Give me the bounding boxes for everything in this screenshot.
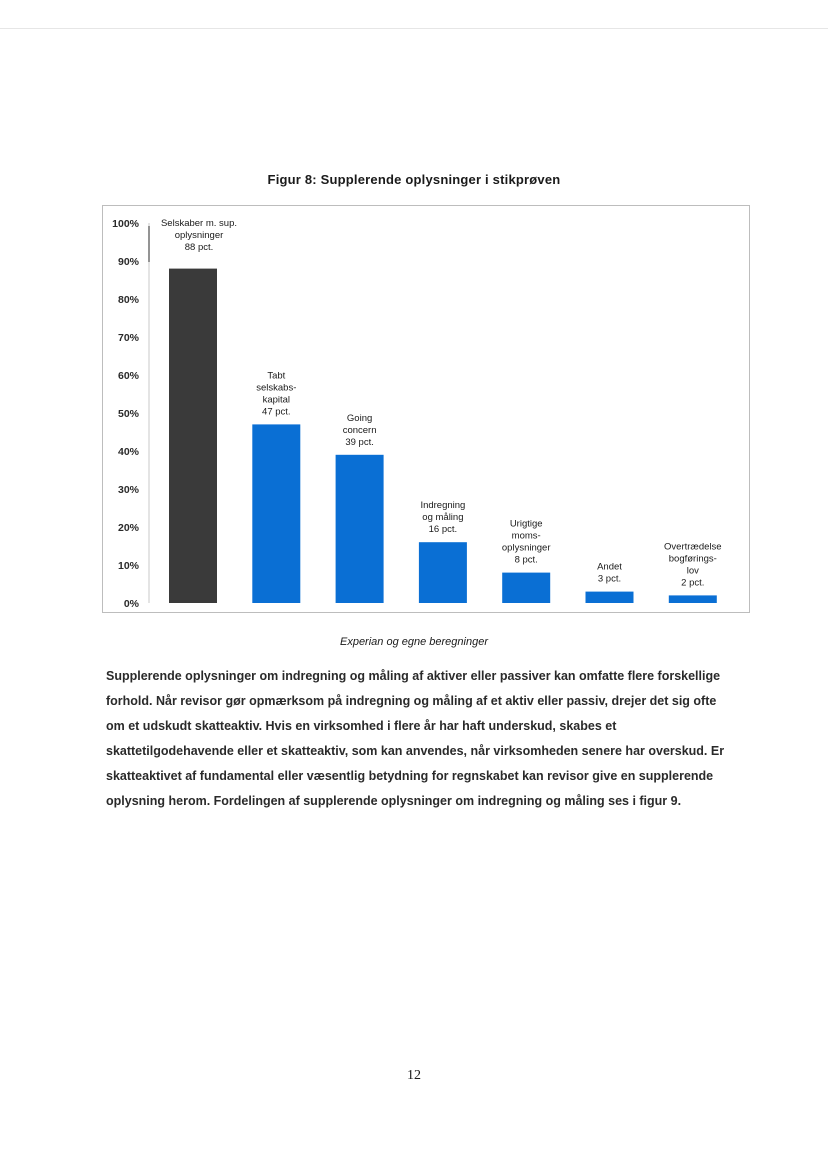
bar: [419, 542, 467, 603]
y-tick-label: 60%: [117, 370, 139, 382]
y-tick-label: 70%: [117, 332, 139, 344]
bar: [252, 424, 300, 603]
bar: [336, 455, 384, 603]
bar-label-line: moms-: [511, 530, 541, 542]
bar-label: [343, 413, 377, 448]
bar: [502, 573, 550, 603]
bar-label-line: og måling: [422, 512, 464, 524]
bar-chart: [103, 206, 751, 614]
bar: [586, 592, 634, 603]
y-tick-label: 40%: [117, 446, 139, 458]
scan-edge-line: [0, 28, 828, 29]
page-number: 12: [407, 1068, 421, 1083]
bar-label: [502, 519, 551, 566]
bar-label-line: 39 pct.: [345, 436, 374, 448]
bar: [169, 269, 217, 603]
bar-label-line: Indregning: [420, 500, 466, 512]
y-tick-label: 10%: [117, 560, 139, 572]
bar-label-line: Tabt: [267, 370, 286, 382]
bar: [669, 595, 717, 603]
bar-label-line: oplysninger: [501, 542, 551, 554]
bar-label: [664, 541, 722, 588]
bar-label: [256, 370, 296, 417]
y-tick-label: 20%: [117, 522, 139, 534]
bar-label: [420, 500, 465, 535]
body-paragraph: Supplerende oplysninger om indregning og måling af aktiver eller passiver kan omfatte flere forskellige forhold. Når revisor gør opmærksom på indregning og måling af et aktiv eller passiv, drejer det sig ofte om et udskudt skatteaktiv. Hvis en virksomhed i flere år har haft underskud, skabes et skattetilgodehavende eller et skatteaktiv, som kan anvendes, når virksomheden senere har overskud. Er skatteaktivet af fundamental eller væsentlig betydning for regnskabet kan revisor give en supplerende oplysning herom. Fordelingen af supplerende oplysninger om indregning og måling ses i figur 9.: [106, 669, 725, 808]
bar-label-line: oplysninger: [174, 230, 224, 241]
bar-label: [161, 218, 237, 253]
bar-label-line: 2 pct.: [681, 577, 705, 589]
y-tick-label: 0%: [123, 598, 139, 610]
bar-label-line: Overtrædelse: [664, 541, 722, 553]
bar-label-line: concern: [342, 424, 377, 436]
y-tick-label: 100%: [112, 218, 139, 230]
bar-label-line: kapital: [262, 394, 291, 406]
bar-label-line: 16 pct.: [428, 524, 458, 536]
figure-source: Experian og egne beregninger: [339, 636, 488, 648]
bar-label-line: Andet: [597, 561, 622, 573]
y-tick-label: 80%: [117, 294, 139, 306]
y-tick-label: 90%: [117, 256, 139, 268]
bar-label-line: lov: [686, 565, 699, 577]
bar-label-line: selskabs-: [256, 382, 297, 394]
figure-title: Figur 8: Supplerende oplysninger i stikprøven: [267, 172, 561, 187]
bar-label-line: 47 pct.: [262, 406, 291, 418]
y-tick-label: 50%: [117, 408, 139, 420]
bar-label-line: Going: [346, 412, 373, 424]
y-tick-label: 30%: [117, 484, 139, 496]
bar-label-line: Selskaber m. sup.: [160, 218, 238, 229]
bar-label-line: 88 pct.: [184, 242, 214, 253]
bar-label-line: bogførings-: [668, 553, 717, 565]
chart-frame: [102, 205, 750, 613]
bar-label-line: 8 pct.: [514, 554, 538, 566]
bar-label: [597, 562, 622, 585]
bar-label-line: Urigtige: [509, 518, 543, 530]
bar-label-line: 3 pct.: [597, 573, 622, 585]
